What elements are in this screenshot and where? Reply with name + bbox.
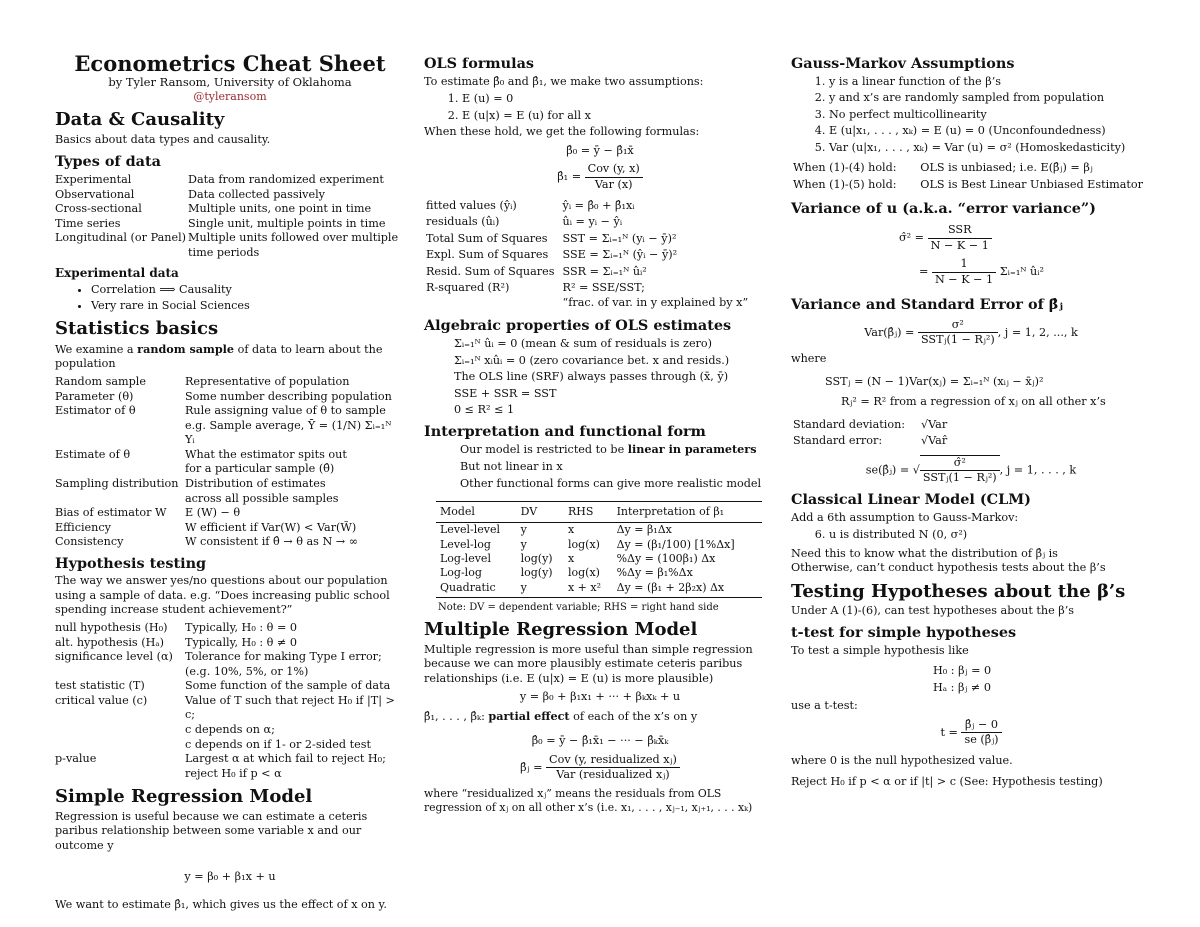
definition: Some number describing population [185, 389, 392, 403]
table-cell: log(x) [567, 566, 600, 580]
definition-line: “frac. of var. in y explained by x” [562, 295, 749, 309]
simple-regression-outro: We want to estimate β̂₁, which gives us the effect of x on y. [55, 898, 387, 912]
hypothesis-testing-title: Hypothesis testing [55, 554, 207, 572]
term: test statistic (T) [55, 679, 145, 693]
term: Experimental [55, 173, 132, 187]
property-item: SSE + SSR = SST [454, 386, 557, 400]
term: critical value (c) [55, 693, 148, 707]
simple-regression-intro: Regression is useful because we can estimate a ceteris paribus relationship between some variable x and our outcome y [55, 809, 368, 853]
definition [185, 404, 405, 448]
list-item [55, 217, 405, 232]
property-item: Σᵢ₌₁ᴺ xᵢûᵢ = 0 (zero covariance bet. x and resids.) [454, 353, 730, 367]
types-of-data-title: Types of data [55, 152, 161, 170]
beta1-formula [424, 162, 776, 192]
table-cell: log(x) [567, 537, 600, 551]
term: Resid. Sum of Squares [426, 264, 555, 278]
numerator: 1 [932, 257, 996, 273]
clm-outro-2: Otherwise, can’t conduct hypothesis tests about the β’s [791, 561, 1106, 575]
clm-assumption-list [791, 528, 1151, 543]
where-label: where [791, 352, 827, 365]
term: Consistency [55, 535, 124, 549]
table-cell: y [520, 523, 527, 537]
section-data-causality-title: Data & Causality [55, 109, 225, 131]
ols-assumptions-list [424, 92, 776, 123]
fraction [932, 257, 996, 287]
list-item [55, 404, 405, 448]
interpretation-line: But not linear in x [460, 459, 563, 473]
list-item: 6. u is distributed N (0, σ²) [829, 528, 1151, 543]
numerator: β̂ⱼ − 0 [961, 718, 1001, 734]
table-note: Note: DV = dependent variable; RHS = right hand side [438, 601, 719, 613]
interpretation-title: Interpretation and functional form [424, 422, 706, 440]
list-item [55, 752, 405, 781]
term: Expl. Sum of Squares [426, 248, 549, 262]
definition-line: Tolerance for making Type I error; [185, 650, 382, 664]
definition: Data from randomized experiment [188, 173, 384, 187]
multiple-regression-intro: Multiple regression is more useful than simple regression because we can more plausibly estimate ceteris paribus relationships (i.e. E (u|x) = E (u) is more plausible) [424, 642, 753, 685]
interpretation-line: Other functional forms can give more realistic model [460, 476, 762, 490]
numerator: Cov (y, x) [585, 162, 643, 178]
line-bold: linear in parameters [627, 442, 757, 457]
fraction [961, 718, 1001, 748]
statistics-terms-list [55, 375, 405, 550]
definition: SST = Σᵢ₌₁ᴺ (yᵢ − ȳ)² [562, 231, 677, 245]
definition-line: (e.g. 10%, 5%, or 1%) [185, 664, 309, 678]
types-of-data-list [55, 173, 405, 260]
list-item [426, 215, 754, 230]
definition [185, 650, 405, 679]
numerator: SSR [928, 223, 992, 239]
list-item [55, 202, 405, 217]
simple-regression-equation: y = β₀ + β₁x + u [184, 869, 276, 883]
experimental-data-bullets [55, 283, 405, 313]
property-item: The OLS line (SRF) always passes through (x̄, ȳ) [454, 370, 729, 384]
gauss-markov-results [791, 159, 1151, 194]
interpretation-line [460, 442, 776, 458]
formula-rhs: Σᵢ₌₁ᴺ ûᵢ² [999, 265, 1044, 279]
denominator: Var (x) [594, 177, 633, 191]
definition-line: c depends on α; [185, 722, 275, 736]
definition: ûᵢ = yᵢ − ŷᵢ [562, 215, 623, 229]
formula-lhs: β̂ⱼ = [520, 760, 543, 774]
ols-fit-list [424, 197, 756, 313]
definition: √Var̂ [921, 434, 948, 448]
t-test-where: where 0 is the null hypothesized value. [791, 753, 1013, 767]
rj2-definition: Rⱼ² = R² from a regression of xⱼ on all other x’s [841, 395, 1106, 409]
clm-outro-1: Need this to know what the distribution of β̂ⱼ is [791, 546, 1058, 560]
table-cell: x [567, 551, 575, 565]
column-header: DV [517, 502, 564, 523]
definition: OLS is Best Linear Unbiased Estimator [920, 177, 1143, 191]
t-statistic-formula [791, 718, 1151, 748]
multiple-betaj-formula [424, 753, 776, 783]
fraction [920, 455, 1000, 486]
column-header: RHS [564, 502, 613, 523]
experimental-data-title: Experimental data [55, 265, 179, 280]
list-item [55, 390, 405, 405]
list-item [55, 679, 405, 694]
list-item [55, 188, 405, 203]
definition-line: What the estimator spits out [185, 447, 347, 461]
list-item [55, 231, 405, 260]
fraction [918, 318, 998, 348]
definition: OLS is unbiased; i.e. E(β̂ⱼ) = βⱼ [920, 161, 1093, 175]
list-item [55, 506, 405, 521]
list-item: 2. E (u|x) = E (u) for all x [462, 109, 776, 124]
variance-se-title: Variance and Standard Error of β̂ⱼ [791, 296, 1063, 314]
definition: Typically, H₀ : θ ≠ 0 [185, 635, 298, 649]
alt-hypothesis: Hₐ : βⱼ ≠ 0 [933, 680, 991, 694]
use-t-test: use a t-test: [791, 699, 858, 713]
list-item [55, 173, 405, 188]
table-header-row [436, 502, 762, 523]
list-item [426, 265, 754, 280]
fraction [585, 162, 643, 192]
table-cell: Δy = (β₁ + 2β₂x) Δx [613, 581, 762, 598]
definition: Multiple units followed over multiple time periods [188, 231, 399, 259]
list-item [55, 521, 405, 536]
term: Bias of estimator W [55, 506, 167, 520]
statistics-basics-title: Statistics basics [55, 318, 219, 340]
intro-text: of data to learn about the population [55, 342, 383, 371]
multiple-regression-equation: y = β₀ + β₁x₁ + ··· + βₖxₖ + u [519, 690, 681, 704]
column-header: Interpretation of β₁ [613, 502, 762, 523]
definition-line: Rule assigning value of θ to sample [185, 404, 386, 418]
formula-rhs: , j = 1, 2, ..., k [997, 325, 1078, 339]
author-handle-link[interactable]: @tyleransom [193, 90, 267, 104]
definition [185, 448, 405, 477]
formula-lhs: t = [940, 725, 958, 739]
multiple-regression-outro: where “residualized xⱼ” means the residuals from OLS regression of xⱼ on all other x’s (i.e. x₁, . . . , xⱼ₋₁, xⱼ₊₁, . . . xₖ) [424, 787, 753, 815]
list-item [793, 418, 953, 433]
t-test-intro: To test a simple hypothesis like [791, 643, 969, 657]
term: Total Sum of Squares [426, 231, 548, 245]
multiple-beta0-formula: β̂₀ = ȳ − β̂₁x̄₁ − ··· − β̂ₖx̄ₖ [531, 734, 669, 748]
table-row [436, 552, 762, 566]
term: Efficiency [55, 520, 111, 534]
variance-of-u-title: Variance of u (a.k.a. “error variance”) [791, 199, 1096, 217]
term: Cross-sectional [55, 202, 142, 216]
clm-title: Classical Linear Model (CLM) [791, 490, 1031, 508]
definition [185, 477, 405, 506]
list-item: 1. E (u) = 0 [462, 92, 776, 107]
definition: E (W) − θ [185, 506, 241, 520]
section-data-causality-intro: Basics about data types and causality. [55, 133, 271, 147]
table-cell: log(y) [520, 551, 553, 565]
term: When (1)-(4) hold: [793, 161, 897, 175]
line-text: of each of the x’s on y [569, 709, 698, 723]
list-item [426, 199, 754, 214]
list-item [426, 281, 754, 310]
definition: ŷᵢ = β̂₀ + β̂₁xᵢ [562, 198, 635, 212]
denominator: SSTⱼ(1 − Rⱼ²) [922, 471, 997, 485]
term: Standard error: [793, 434, 883, 448]
denominator: N − K − 1 [930, 238, 989, 252]
list-item [55, 694, 405, 752]
intro-text: We examine a [55, 342, 138, 356]
definition [185, 694, 405, 752]
variance-betaj-formula [791, 318, 1151, 348]
definition: Representative of population [185, 375, 350, 389]
table-cell: log(y) [520, 566, 553, 580]
se-betaj-formula: se(β̂ⱼ) = √ $\frac{\text{σ̂²}}{\text{SSTⱼ(1 − Rⱼ²)}}$ , j = 1, . . . , k [865, 455, 1077, 485]
definition: √Var [921, 417, 948, 431]
list-item: • Very rare in Social Sciences [91, 299, 405, 314]
sd-se-list [791, 416, 955, 451]
term: R-squared (R²) [426, 281, 510, 295]
list-item: 5. Var (u|x₁, . . . , xₖ) = Var (u) = σ² (Homoskedasticity) [829, 141, 1151, 156]
ols-intro: To estimate β̂₀ and β̂₁, we make two assumptions: [424, 74, 704, 88]
formula-lhs: σ̂² = [899, 231, 925, 245]
list-item: 4. E (u|x₁, . . . , xₖ) = E (u) = 0 (Unconfoundedness) [829, 124, 1151, 139]
ols-when: When these hold, we get the following formulas: [424, 125, 700, 139]
denominator: N − K − 1 [934, 272, 994, 286]
clm-intro: Add a 6th assumption to Gauss-Markov: [791, 510, 1019, 524]
variance-u-formula-2 [919, 257, 1151, 287]
numerator: σ̂² [920, 456, 1000, 472]
definition-line: e.g. Sample average, Ȳ = (1/N) Σᵢ₌₁ᴺ Yᵢ [185, 418, 392, 447]
table-cell: x [567, 523, 575, 537]
list-item: 1. y is a linear function of the β’s [829, 75, 1151, 90]
table-cell: y [520, 537, 527, 551]
term: Estimate of θ [55, 447, 131, 461]
null-hypothesis: H₀ : βⱼ = 0 [933, 664, 992, 678]
hypothesis-testing-intro: The way we answer yes/no questions about our population using a sample of data. e.g. “Does increasing public school spending increase student achievement?” [55, 574, 390, 617]
list-item [55, 477, 405, 506]
hypothesis-terms-list [55, 621, 405, 781]
list-item [55, 636, 405, 651]
column-header: Model [436, 502, 517, 523]
formula-lhs: = [919, 265, 929, 279]
list-item [55, 375, 405, 390]
list-item [55, 448, 405, 477]
partial-effect-line [424, 709, 776, 725]
line-text: Our model is restricted to be [460, 443, 628, 457]
definition-line: R² = SSE/SST; [562, 281, 645, 295]
term: significance level (α) [55, 650, 173, 664]
table-cell: Log-level [440, 551, 491, 565]
table-row [436, 566, 762, 580]
list-item: • Correlation ⟹ Causality [91, 283, 405, 298]
term: Random sample [55, 375, 146, 389]
table-row [436, 581, 762, 598]
term: When (1)-(5) hold: [793, 177, 897, 191]
denominator: SSTⱼ(1 − Rⱼ²) [920, 333, 995, 347]
list-item: 3. No perfect multicollinearity [829, 108, 1151, 123]
property-item: Σᵢ₌₁ᴺ ûᵢ = 0 (mean & sum of residuals is zero) [454, 337, 713, 350]
term: Sampling distribution [55, 476, 179, 490]
definition-line: Value of T such that reject H₀ if |T| > c; [185, 693, 395, 722]
term: Time series [55, 216, 121, 230]
column-1 [55, 52, 405, 916]
term: Standard deviation: [793, 417, 906, 431]
table-cell: %Δy = β₁%Δx [616, 566, 693, 580]
definition: SSR = Σᵢ₌₁ᴺ ûᵢ² [562, 264, 647, 278]
algebraic-properties-title: Algebraic properties of OLS estimates [424, 317, 732, 335]
page-title: Econometrics Cheat Sheet [74, 51, 386, 76]
formula-rhs: , j = 1, . . . , k [999, 463, 1077, 477]
fraction [546, 753, 680, 783]
line-bold: partial effect [488, 708, 570, 723]
testing-hypotheses-title: Testing Hypotheses about the β’s [791, 580, 1126, 602]
formula-lhs: se(β̂ⱼ) = [865, 463, 910, 477]
gauss-markov-title: Gauss-Markov Assumptions [791, 55, 1015, 72]
definition: W consistent if θ̂ → θ as N → ∞ [185, 535, 359, 549]
sst-formula: SSTⱼ = (N − 1)Var(xⱼ) = Σᵢ₌₁ᴺ (xᵢⱼ − x̄ⱼ)² [825, 374, 1044, 388]
table-cell: Log-log [440, 566, 482, 580]
denominator: Var (residualized xⱼ) [556, 768, 670, 782]
term: Longitudinal (or Panel) [55, 231, 187, 245]
denominator: se (β̂ⱼ) [964, 733, 999, 747]
fraction [928, 223, 992, 253]
definition [563, 281, 755, 310]
formula-lhs: β̂₁ = [557, 170, 582, 184]
property-item: 0 ≤ R² ≤ 1 [454, 403, 515, 417]
table-cell: %Δy = (100β₁) Δx [616, 551, 716, 565]
simple-regression-title: Simple Regression Model [55, 786, 313, 808]
definition: Multiple units, one point in time [188, 202, 372, 216]
list-item [55, 535, 405, 550]
definition-line: Distribution of estimates [185, 476, 326, 490]
table-row [436, 523, 762, 538]
table-cell: Δy = β₁Δx [616, 523, 672, 537]
term: p-value [55, 752, 97, 766]
definition: Single unit, multiple points in time [188, 216, 386, 230]
testing-hypotheses-intro: Under A (1)-(6), can test hypotheses about the β’s [791, 604, 1075, 618]
ols-formulas-title: OLS formulas [424, 55, 535, 72]
term: residuals (ûᵢ) [426, 215, 500, 229]
list-item [55, 621, 405, 636]
list-item [426, 248, 754, 263]
column-3 [791, 52, 1151, 792]
term: Observational [55, 187, 135, 201]
definition: W efficient if Var(W) < Var(W̃) [185, 520, 357, 534]
table-cell: Level-level [440, 523, 501, 537]
line-text: β̂₁, . . . , β̂ₖ: [424, 709, 489, 723]
table-cell: x + x² [564, 581, 613, 598]
list-item: 2. y and x’s are randomly sampled from population [829, 91, 1151, 106]
table-cell: y [517, 581, 564, 598]
definition: Typically, H₀ : θ = 0 [185, 621, 298, 635]
column-2 [424, 52, 776, 818]
statistics-basics-intro [55, 342, 405, 372]
multiple-regression-title: Multiple Regression Model [424, 618, 698, 640]
list-item [426, 232, 754, 247]
list-item [793, 161, 1149, 176]
term: null hypothesis (H₀) [55, 621, 168, 635]
definition-line: Largest α at which fail to reject H₀; [185, 752, 386, 766]
table-row [436, 538, 762, 552]
term: Parameter (θ) [55, 389, 134, 403]
numerator: Cov (y, residualized xⱼ) [546, 753, 680, 769]
term: Estimator of θ [55, 404, 136, 418]
functional-form-table [436, 501, 762, 598]
variance-u-formula-1 [899, 223, 1151, 253]
list-item [55, 650, 405, 679]
intro-bold: random sample [137, 341, 235, 356]
table-cell: Quadratic [436, 581, 517, 598]
list-item [793, 178, 1149, 193]
definition-line: across all possible samples [185, 491, 339, 505]
definition: Some function of the sample of data [185, 679, 391, 693]
t-test-reject-rule: Reject H₀ if p < α or if |t| > c (See: Hypothesis testing) [791, 774, 1103, 788]
beta0-formula: β̂₀ = ȳ − β̂₁x̄ [566, 143, 634, 157]
definition-line: c depends on if 1- or 2-sided test [185, 737, 371, 751]
table-cell: Δy = (β₁/100) [1%Δx] [616, 537, 735, 551]
t-test-title: t-test for simple hypotheses [791, 624, 1017, 641]
definition-line: reject H₀ if p < α [185, 766, 282, 780]
definition [185, 752, 405, 781]
term: fitted values (ŷᵢ) [426, 198, 517, 212]
list-item [793, 434, 953, 449]
numerator: σ² [918, 318, 998, 334]
definition: SSE = Σᵢ₌₁ᴺ (ŷᵢ − ȳ)² [562, 248, 678, 262]
gauss-markov-list [791, 75, 1151, 156]
author-line: by Tyler Ransom, University of Oklahoma [108, 75, 352, 90]
definition: Data collected passively [188, 187, 326, 201]
formula-lhs: Var(β̂ⱼ) = [864, 325, 915, 339]
table-cell: Level-log [440, 537, 491, 551]
definition-line: for a particular sample (θ̂) [185, 462, 335, 476]
term: alt. hypothesis (Hₐ) [55, 635, 165, 649]
